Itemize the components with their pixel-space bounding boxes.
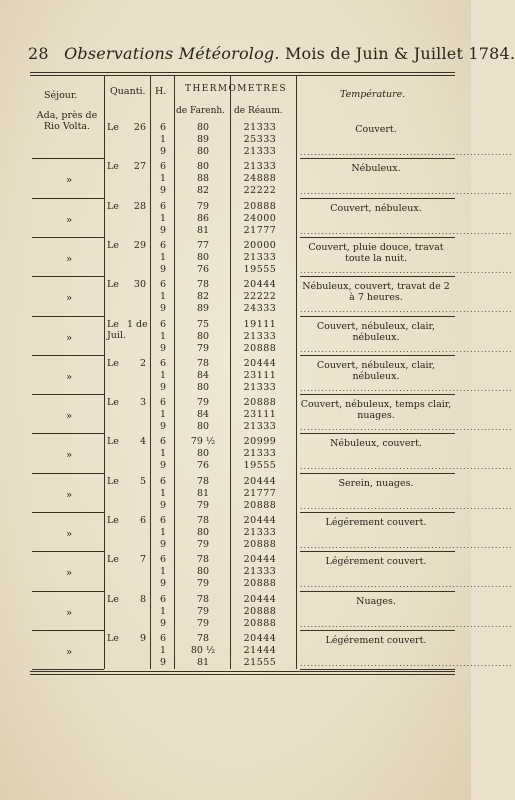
- hour-cell: 9: [159, 303, 167, 315]
- day-number: 7: [139, 554, 146, 566]
- column-divider: [296, 76, 297, 669]
- row-separator: [300, 158, 455, 159]
- row-separator: [300, 394, 455, 395]
- weather-description: Légérement couvert.: [325, 556, 427, 568]
- reaumur-cell: 21333: [243, 161, 277, 173]
- reaumur-cell: 20888: [243, 578, 277, 590]
- reaumur-cell: 20444: [243, 475, 277, 487]
- weather-description: Légérement couvert.: [325, 517, 427, 528]
- farenheit-cell: 78: [196, 515, 210, 526]
- reaumur-cell: 20444: [243, 593, 277, 605]
- reaumur-cell: 19555: [243, 263, 277, 275]
- ditto-mark: »: [66, 371, 73, 383]
- farenheit-cell: 79 ½: [190, 436, 216, 448]
- weather-description: Couvert.: [355, 124, 397, 135]
- row-separator: [32, 158, 104, 159]
- hour-cell: 6: [159, 161, 167, 173]
- row-separator: [300, 473, 455, 474]
- hour-cell: 1: [159, 330, 167, 342]
- day-label: [107, 594, 149, 605]
- column-divider: [150, 76, 151, 669]
- day-prefix: Le: [107, 318, 119, 330]
- day-label: [107, 476, 149, 487]
- hour-cell: 9: [159, 185, 167, 197]
- ditto-mark: »: [66, 607, 73, 619]
- day-number: 9: [139, 632, 146, 644]
- row-separator: [32, 512, 104, 513]
- ditto-mark: »: [66, 253, 73, 265]
- ditto-mark: »: [66, 489, 73, 501]
- farenheit-cell: 80: [196, 566, 210, 578]
- farenheit-cell: 79: [196, 342, 210, 354]
- dotted-leader: ............................................................: [300, 265, 513, 275]
- hour-cell: 1: [159, 251, 167, 263]
- weather-description: Couvert, nébuleux, clair, nébuleux.: [316, 359, 436, 382]
- row-separator: [32, 316, 104, 317]
- day-label: [107, 279, 149, 290]
- farenheit-cell: 78: [196, 554, 210, 566]
- dotted-leader: ............................................................: [300, 541, 513, 550]
- day-prefix: Le: [107, 161, 119, 173]
- dotted-leader: ............................................................: [300, 344, 513, 354]
- hour-cell: 1: [159, 134, 167, 145]
- reaumur-cell: 24333: [243, 303, 277, 315]
- day-number: 6: [139, 515, 146, 526]
- column-header-farenheit: de Farenh.: [176, 106, 226, 116]
- row-separator: [300, 512, 455, 513]
- running-title-months: Mois de Juin & Juillet 1784.: [284, 44, 515, 63]
- row-separator: [32, 394, 104, 395]
- day-prefix: Le: [107, 357, 119, 369]
- hour-cell: 1: [159, 291, 167, 303]
- farenheit-cell: 80: [196, 146, 210, 157]
- hour-cell: 6: [159, 122, 167, 133]
- row-separator: [32, 237, 104, 238]
- reaumur-cell: 20000: [243, 239, 277, 251]
- day-number: 30: [133, 279, 146, 291]
- reaumur-cell: 21333: [243, 122, 277, 133]
- day-label: [107, 161, 149, 172]
- farenheit-cell: 75: [196, 318, 210, 330]
- row-separator: [300, 198, 455, 199]
- reaumur-cell: 23111: [243, 409, 277, 421]
- row-separator: [300, 276, 455, 277]
- day-prefix: Le: [107, 200, 119, 212]
- day-prefix: Le: [107, 239, 119, 251]
- farenheit-cell: 81: [196, 487, 210, 499]
- dotted-leader: ............................................................: [300, 501, 513, 511]
- page-number: 28: [28, 44, 49, 63]
- reaumur-cell: 20444: [243, 554, 277, 566]
- bottom-rule: [30, 671, 455, 672]
- reaumur-cell: 20888: [243, 605, 277, 617]
- day-prefix: Le: [107, 122, 119, 133]
- day-label: [107, 358, 149, 369]
- hour-cell: 6: [159, 475, 167, 487]
- reaumur-cell: 20444: [243, 279, 277, 291]
- farenheit-cell: 84: [196, 409, 210, 421]
- reaumur-cell: 22222: [243, 185, 277, 197]
- hour-cell: 9: [159, 656, 167, 668]
- farenheit-cell: 89: [196, 134, 210, 145]
- day-number: 1 de Juil.: [107, 318, 148, 341]
- reaumur-cell: 21333: [243, 251, 277, 263]
- farenheit-cell: 78: [196, 357, 210, 369]
- hour-cell: 1: [159, 409, 167, 421]
- farenheit-cell: 79: [196, 578, 210, 590]
- column-divider: [174, 76, 175, 669]
- reaumur-cell: 21777: [243, 487, 277, 499]
- weather-description: Couvert, nébuleux, temps clair, nuages.: [300, 399, 452, 422]
- hour-cell: 9: [159, 460, 167, 472]
- ditto-mark: »: [66, 411, 73, 423]
- hour-cell: 1: [159, 448, 167, 460]
- farenheit-cell: 80: [196, 122, 210, 133]
- hour-cell: 6: [159, 239, 167, 251]
- day-prefix: Le: [107, 475, 119, 487]
- day-label: [107, 319, 149, 341]
- hour-cell: 1: [159, 527, 167, 538]
- hour-cell: 1: [159, 212, 167, 224]
- day-label: [107, 122, 149, 133]
- farenheit-cell: 79: [196, 397, 210, 409]
- day-prefix: Le: [107, 593, 119, 605]
- ditto-mark: »: [66, 450, 73, 462]
- farenheit-cell: 80: [196, 330, 210, 342]
- farenheit-cell: 89: [196, 303, 210, 315]
- day-label: [107, 554, 149, 565]
- ditto-mark: »: [66, 175, 73, 187]
- row-separator: [32, 276, 104, 277]
- hour-cell: 9: [159, 421, 167, 433]
- day-prefix: Le: [107, 515, 119, 526]
- hour-cell: 9: [159, 578, 167, 590]
- reaumur-cell: 20888: [243, 617, 277, 629]
- farenheit-cell: 81: [196, 656, 210, 668]
- hour-cell: 9: [159, 146, 167, 157]
- weather-description: Couvert, nébuleux, clair, nébuleux.: [316, 320, 436, 343]
- weather-description: Couvert, pluie douce, travat toute la nuit.: [308, 241, 444, 264]
- row-separator: [32, 355, 104, 356]
- sejour-location: Ada, près de Rio Volta.: [36, 110, 98, 132]
- weather-description: Serein, nuages.: [338, 477, 414, 489]
- reaumur-cell: 19555: [243, 460, 277, 472]
- reaumur-cell: 19111: [243, 318, 277, 330]
- hour-cell: 9: [159, 381, 167, 393]
- row-separator: [300, 551, 455, 552]
- top-rule-double: [30, 75, 455, 76]
- hour-cell: 6: [159, 554, 167, 566]
- hour-cell: 9: [159, 263, 167, 275]
- page-header: [28, 44, 515, 63]
- column-header-reaumur: de Réaum.: [234, 106, 283, 116]
- hour-cell: 6: [159, 515, 167, 526]
- ditto-mark: »: [66, 529, 73, 540]
- ditto-mark: »: [66, 646, 73, 658]
- hour-cell: 6: [159, 397, 167, 409]
- weather-description: Nuages.: [356, 595, 396, 607]
- farenheit-cell: 78: [196, 279, 210, 291]
- reaumur-cell: 22222: [243, 291, 277, 303]
- weather-description: Nébuleux, couvert, travat de 2 à 7 heures.: [302, 281, 450, 304]
- row-separator: [300, 316, 455, 317]
- hour-cell: 6: [159, 357, 167, 369]
- column-header-sejour: Séjour.: [44, 90, 78, 101]
- column-header-thermometres: THERMOMETRES: [185, 84, 287, 94]
- dotted-leader: ............................................................: [300, 305, 513, 315]
- day-number: 26: [133, 122, 146, 133]
- reaumur-cell: 21444: [243, 644, 277, 656]
- day-label: [107, 201, 149, 212]
- reaumur-cell: 20444: [243, 632, 277, 644]
- farenheit-cell: 78: [196, 475, 210, 487]
- day-label: [107, 633, 149, 644]
- weather-description: Nébuleux, couvert.: [330, 438, 422, 450]
- farenheit-cell: 80: [196, 448, 210, 460]
- farenheit-cell: 79: [196, 617, 210, 629]
- reaumur-cell: 25333: [243, 134, 277, 145]
- hour-cell: 9: [159, 224, 167, 236]
- hour-cell: 6: [159, 632, 167, 644]
- hour-cell: 6: [159, 436, 167, 448]
- reaumur-cell: 20888: [243, 200, 277, 212]
- hour-cell: 6: [159, 318, 167, 330]
- hour-cell: 1: [159, 487, 167, 499]
- hour-cell: 9: [159, 499, 167, 511]
- farenheit-cell: 78: [196, 632, 210, 644]
- reaumur-cell: 20888: [243, 539, 277, 550]
- weather-description: Nébuleux.: [351, 163, 401, 175]
- ditto-mark: »: [66, 568, 73, 580]
- farenheit-cell: 78: [196, 593, 210, 605]
- farenheit-cell: 79: [196, 499, 210, 511]
- dotted-leader: ............................................................: [300, 580, 513, 590]
- column-divider: [104, 76, 105, 669]
- hour-cell: 1: [159, 173, 167, 185]
- reaumur-cell: 20888: [243, 397, 277, 409]
- farenheit-cell: 76: [196, 460, 210, 472]
- day-label: [107, 240, 149, 251]
- day-number: 4: [139, 436, 146, 448]
- reaumur-cell: 21333: [243, 566, 277, 578]
- day-number: 2: [139, 357, 146, 369]
- reaumur-cell: 21333: [243, 330, 277, 342]
- reaumur-cell: 21777: [243, 224, 277, 236]
- hour-cell: 9: [159, 342, 167, 354]
- farenheit-cell: 82: [196, 291, 210, 303]
- farenheit-cell: 84: [196, 369, 210, 381]
- reaumur-cell: 20888: [243, 342, 277, 354]
- reaumur-cell: 21333: [243, 448, 277, 460]
- top-rule: [30, 72, 455, 73]
- hour-cell: 9: [159, 617, 167, 629]
- dotted-leader: ............................................................: [300, 226, 513, 236]
- day-number: 5: [139, 475, 146, 487]
- day-label: [107, 397, 149, 408]
- farenheit-cell: 80: [196, 381, 210, 393]
- hour-cell: 6: [159, 279, 167, 291]
- farenheit-cell: 79: [196, 539, 210, 550]
- hour-cell: 1: [159, 369, 167, 381]
- day-prefix: Le: [107, 436, 119, 448]
- day-label: [107, 436, 149, 447]
- reaumur-cell: 20444: [243, 515, 277, 526]
- day-prefix: Le: [107, 279, 119, 291]
- farenheit-cell: 77: [196, 239, 210, 251]
- dotted-leader: ............................................................: [300, 462, 513, 472]
- day-prefix: Le: [107, 397, 119, 409]
- row-separator: [300, 355, 455, 356]
- row-separator: [300, 630, 455, 631]
- day-prefix: Le: [107, 554, 119, 566]
- dotted-leader: ............................................................: [300, 658, 513, 668]
- reaumur-cell: 21333: [243, 381, 277, 393]
- row-separator: [32, 473, 104, 474]
- farenheit-cell: 80: [196, 161, 210, 173]
- day-number: 3: [139, 397, 146, 409]
- farenheit-cell: 80: [196, 421, 210, 433]
- reaumur-cell: 20999: [243, 436, 277, 448]
- bottom-rule-double: [30, 674, 455, 675]
- farenheit-cell: 79: [196, 200, 210, 212]
- dotted-leader: ............................................................: [300, 148, 513, 157]
- ditto-mark: »: [66, 332, 73, 344]
- farenheit-cell: 88: [196, 173, 210, 185]
- hour-cell: 1: [159, 644, 167, 656]
- reaumur-cell: 21333: [243, 421, 277, 433]
- column-divider: [230, 76, 231, 669]
- hour-cell: 1: [159, 566, 167, 578]
- row-separator: [32, 591, 104, 592]
- farenheit-cell: 80: [196, 251, 210, 263]
- ditto-mark: »: [66, 293, 73, 305]
- row-separator: [300, 237, 455, 238]
- column-header-h: H.: [155, 86, 167, 97]
- farenheit-cell: 80: [196, 527, 210, 538]
- reaumur-cell: 21333: [243, 146, 277, 157]
- hour-cell: 1: [159, 605, 167, 617]
- reaumur-cell: 20444: [243, 357, 277, 369]
- reaumur-cell: 21555: [243, 656, 277, 668]
- day-prefix: Le: [107, 632, 119, 644]
- weather-description: Couvert, nébuleux.: [330, 202, 422, 214]
- reaumur-cell: 21333: [243, 527, 277, 538]
- row-separator: [300, 433, 455, 434]
- row-separator: [32, 433, 104, 434]
- day-number: 29: [133, 239, 146, 251]
- day-number: 8: [139, 593, 146, 605]
- ditto-mark: »: [66, 214, 73, 226]
- dotted-leader: ............................................................: [300, 619, 513, 629]
- column-header-temperature: Température.: [340, 89, 406, 100]
- day-number: 28: [133, 200, 146, 212]
- row-separator: [32, 630, 104, 631]
- row-separator: [300, 591, 455, 592]
- farenheit-cell: 86: [196, 212, 210, 224]
- reaumur-cell: 23111: [243, 369, 277, 381]
- dotted-leader: ............................................................: [300, 383, 513, 393]
- dotted-leader: ............................................................: [300, 187, 513, 197]
- farenheit-cell: 80 ½: [190, 644, 216, 656]
- row-separator: [32, 198, 104, 199]
- hour-cell: 9: [159, 539, 167, 550]
- farenheit-cell: 81: [196, 224, 210, 236]
- weather-description: Légérement couvert.: [325, 634, 427, 646]
- farenheit-cell: 76: [196, 263, 210, 275]
- running-title: Observations Météorolog.: [64, 44, 280, 63]
- column-header-quanti: Quanti.: [110, 86, 146, 97]
- dotted-leader: ............................................................: [300, 423, 513, 433]
- reaumur-cell: 24888: [243, 173, 277, 185]
- reaumur-cell: 20888: [243, 499, 277, 511]
- row-separator: [32, 551, 104, 552]
- farenheit-cell: 82: [196, 185, 210, 197]
- hour-cell: 6: [159, 593, 167, 605]
- farenheit-cell: 79: [196, 605, 210, 617]
- hour-cell: 6: [159, 200, 167, 212]
- day-number: 27: [133, 161, 146, 173]
- reaumur-cell: 24000: [243, 212, 277, 224]
- day-label: [107, 515, 149, 526]
